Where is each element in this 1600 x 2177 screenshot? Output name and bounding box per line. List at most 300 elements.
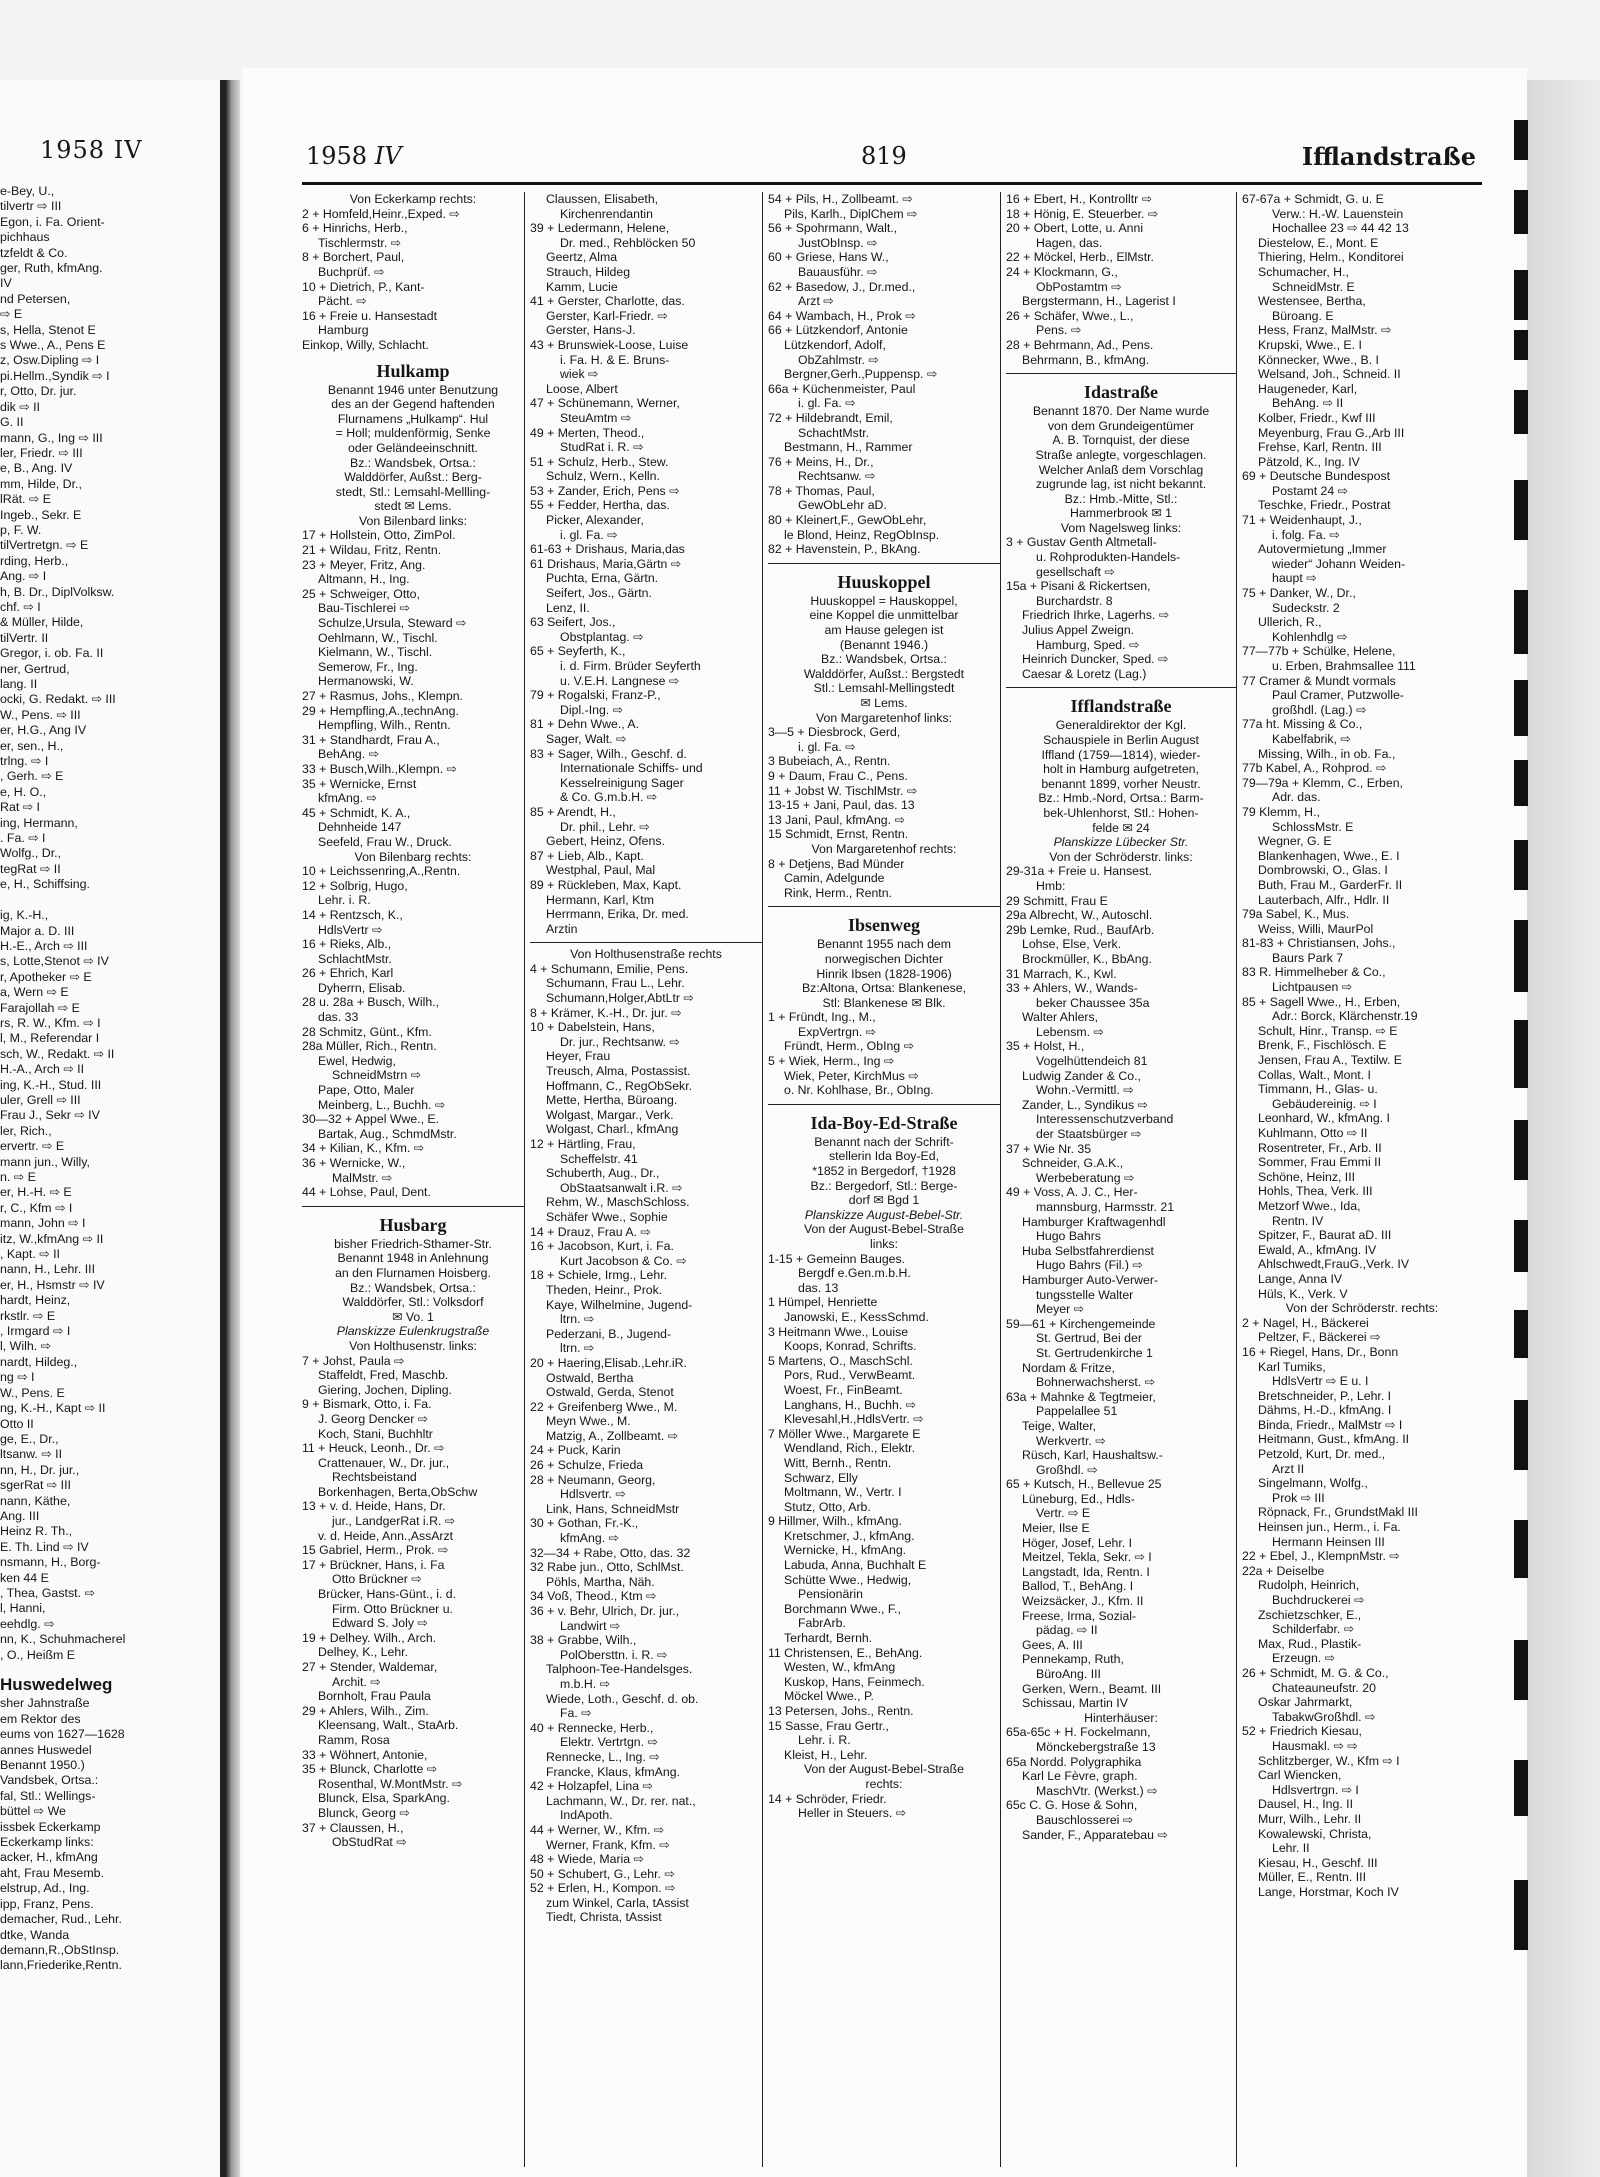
resident-entry: das. 33 [318, 1010, 359, 1025]
left-section-line: lann,Friederike,Rentn. [0, 1958, 122, 1973]
resident-entry: Rudolph, Heinrich, [1258, 1578, 1360, 1593]
address-entry: 36 + v. Behr, Ulrich, Dr. jur., [530, 1604, 680, 1618]
plan-reference: Planskizze August-Bebel-Str. [804, 1207, 964, 1222]
resident-entry: Moltmann, W., Vertr. I [784, 1485, 902, 1500]
resident-entry: Rosenthal, W.MontMstr. ⇨ [318, 1776, 463, 1791]
section-note: bek-Uhlenhorst, Stl.: Hohen- [1043, 805, 1199, 820]
section-note: Von der August-Bebel-Straße [804, 1222, 964, 1237]
address-entry: 14 + Rentzsch, K., [302, 907, 403, 922]
address-entry: 23 + Meyer, Fritz, Ang. [302, 557, 426, 572]
address-entry: 39 + Ledermann, Helene, [530, 221, 670, 236]
resident-entry: Langstadt, Ida, Rentn. I [1022, 1564, 1150, 1579]
entry-continuation: Rechtsanw. ⇨ [798, 469, 876, 484]
section-note: holt in Hamburg aufgetreten, [1043, 762, 1199, 777]
section-note: Von Margaretenhof links: [815, 710, 953, 725]
left-page-line: dik ⇨ II [0, 399, 40, 414]
entry-continuation: der Staatsbürger ⇨ [1036, 1127, 1142, 1142]
address-entry: 7 + Johst, Paula ⇨ [302, 1353, 405, 1368]
resident-entry: Karl Le Fèvre, graph. [1022, 1769, 1138, 1784]
entry-continuation: Otto Brückner ⇨ [332, 1572, 422, 1587]
entry-continuation: ObStaatsanwalt i.R. ⇨ [560, 1180, 683, 1195]
section-note: ✉ Lems. [860, 696, 908, 710]
address-entry: 3 Bubeiach, A., Rentn. [768, 754, 891, 769]
address-entry: 15 Gabriel, Herm., Prok. ⇨ [302, 1543, 449, 1558]
entry-continuation: ltrn. ⇨ [560, 1312, 595, 1327]
resident-entry: Francke, Klaus, kfmAng. [546, 1764, 680, 1779]
left-page-line: p, F. W. [0, 522, 42, 537]
entry-continuation: Burchardstr. 8 [1036, 593, 1113, 608]
address-entry: 12 + Härtling, Frau, [530, 1137, 636, 1151]
address-entry: 89 + Rückleben, Max, Kapt. [530, 877, 682, 892]
entry-continuation: & Co. G.m.b.H. ⇨ [560, 790, 658, 805]
address-entry: 11 + Jobst W. TischlMstr. ⇨ [768, 783, 918, 798]
resident-entry: Missing, Wilh., in ob. Fa., [1258, 746, 1396, 761]
resident-entry: Dehnheide 147 [318, 820, 402, 835]
resident-entry: Westphal, Paul, Mal [546, 863, 656, 878]
entry-continuation: SchneidMstr. E [1272, 279, 1355, 294]
left-page-line: W., Pens. E [0, 1385, 65, 1400]
thumb-index-mark [1514, 680, 1528, 736]
entry-continuation: Wohn.-Vermittl. ⇨ [1036, 1083, 1134, 1098]
entry-continuation: u. V.E.H. Langnese ⇨ [560, 673, 680, 688]
entry-continuation: Sudeckstr. 2 [1272, 600, 1340, 615]
resident-entry: Meyenburg, Frau G.,Arb III [1258, 425, 1405, 440]
address-entry: 27 + Stender, Waldemar, [302, 1660, 438, 1674]
entry-continuation: tungsstelle Walter [1036, 1287, 1134, 1302]
resident-entry: Oskar Jahrmarkt, [1258, 1695, 1353, 1710]
address-entry: 16 + Riegel, Hans, Dr., Bonn [1242, 1344, 1399, 1359]
resident-entry: o. Nr. Kohlhase, Br., ObIng. [784, 1083, 934, 1098]
entry-continuation: BehAng. ⇨ II [1272, 396, 1344, 411]
address-entry: 48 + Wiede, Maria ⇨ [530, 1852, 644, 1867]
address-entry: 5 + Wiek, Herm., Ing ⇨ [768, 1054, 895, 1069]
left-page-line: ing, Hermann, [0, 815, 78, 830]
resident-entry: Lützkendorf, Adolf, [784, 337, 886, 352]
section-divider [1006, 373, 1236, 374]
left-page-line: nann, Käthe, [0, 1493, 71, 1508]
entry-continuation: Lebensm. ⇨ [1036, 1024, 1104, 1039]
entry-continuation: Rentn. IV [1272, 1213, 1324, 1228]
resident-entry: Dombrowski, O., Glas. I [1258, 863, 1388, 878]
resident-entry: Pederzani, B., Jugend- [546, 1326, 672, 1341]
street-heading: Ifflandstraße [1070, 696, 1172, 717]
resident-entry: Hoffmann, C., RegObSekr. [546, 1078, 693, 1093]
resident-entry: Picker, Alexander, [546, 513, 644, 528]
address-entry: 3 Heitmann Wwe., Louise [768, 1324, 909, 1339]
address-entry: 64 + Wambach, H., Prok ⇨ [768, 308, 916, 323]
resident-entry: Pils, Karlh., DiplChem ⇨ [784, 206, 918, 221]
section-note: von dem Grundeigentümer [1047, 418, 1195, 433]
resident-entry: Hamburg [318, 323, 369, 338]
plan-reference: Planskizze Eulenkrugstraße [336, 1324, 490, 1339]
resident-entry: Fründt, Herm., ObIng ⇨ [784, 1039, 914, 1054]
resident-entry: Gerster, Hans-J. [546, 323, 636, 338]
resident-entry: Talphoon-Tee-Handelsges. [546, 1662, 693, 1677]
left-page-line: ⇨ E [0, 307, 23, 322]
address-entry: 49 + Merten, Theod., [530, 425, 645, 440]
left-page-line: , Thea, Gastst. ⇨ [0, 1585, 95, 1600]
entry-continuation: Kohlenhdlg ⇨ [1272, 629, 1348, 644]
entry-continuation: Werkvertr. ⇨ [1036, 1433, 1106, 1448]
address-entry: 54 + Pils, H., Zollbeamt. ⇨ [768, 192, 913, 206]
address-entry: 77b Kabel, A., Rohprod. ⇨ [1242, 761, 1387, 776]
section-note: eine Koppel die unmittelbar [809, 608, 959, 623]
resident-entry: Thiering, Helm., Konditorei [1258, 250, 1404, 265]
address-entry: 22 + Greifenberg Wwe., M. [530, 1399, 678, 1414]
entry-continuation: Pens. ⇨ [1036, 323, 1082, 338]
entry-continuation: Großhdl. ⇨ [1036, 1462, 1098, 1477]
entry-continuation: SteuAmtm ⇨ [560, 410, 632, 425]
section-note: Von der August-Bebel-Straße [804, 1762, 964, 1777]
left-page-line: E. Th. Lind ⇨ IV [0, 1539, 89, 1554]
left-page-line: Ingeb., Sekr. E [0, 507, 82, 522]
address-entry: 44 + Lohse, Paul, Dent. [302, 1185, 431, 1200]
section-note: Bz.: Hmb.-Nord, Ortsa.: Barm- [1038, 791, 1204, 806]
address-entry: 77a ht. Missing & Co., [1242, 717, 1363, 732]
entry-continuation: Chateauneufstr. 20 [1272, 1680, 1376, 1695]
entry-continuation: kfmAng. ⇨ [560, 1531, 619, 1546]
entry-continuation: i. Fa. H. & E. Bruns- [560, 352, 670, 367]
resident-entry: Werner, Frank, Kfm. ⇨ [546, 1837, 670, 1852]
resident-entry: Gerster, Karl-Friedr. ⇨ [546, 308, 668, 323]
resident-entry: Spitzer, F., Baurat aD. III [1258, 1228, 1392, 1243]
left-section-line: büttel ⇨ We [0, 1804, 66, 1819]
entry-continuation: Scheffelstr. 41 [560, 1151, 638, 1166]
resident-entry: Kleensang, Walt., StaArb. [318, 1718, 459, 1733]
left-page-line: Rat ⇨ I [0, 800, 40, 815]
resident-entry: Lehr. i. R. [318, 893, 371, 908]
left-section-line: demacher, Rud., Lehr. [0, 1912, 122, 1927]
left-page-line: lang. II [0, 677, 38, 691]
left-section-line: Benannt 1950.) [0, 1758, 85, 1773]
resident-entry: SchlachtMstr. [318, 951, 392, 966]
resident-entry: Schumann, Frau L., Lehr. [546, 976, 685, 991]
address-entry: 71 + Weidenhaupt, J., [1242, 513, 1362, 528]
left-page-line: ken 44 E [0, 1570, 49, 1585]
address-entry: 76 + Meins, H., Dr., [768, 454, 874, 469]
resident-entry: Collas, Walt., Mont. I [1258, 1067, 1371, 1082]
left-page-line: tilVertretgn. ⇨ E [0, 538, 89, 553]
left-page-line: eehdlg. ⇨ [0, 1616, 55, 1631]
resident-entry: Jensen, Frau A., Textilw. E [1258, 1053, 1402, 1068]
left-facing-page [0, 80, 226, 2177]
address-entry: 45 + Schmidt, K. A., [302, 805, 411, 820]
resident-entry: Delhey, K., Lehr. [318, 1645, 408, 1660]
address-entry: 22 + Möckel, Herb., ElMstr. [1006, 250, 1154, 265]
resident-entry: Camin, Adelgunde [784, 871, 885, 886]
resident-entry: Borkenhagen, Berta,ObSchw [318, 1484, 478, 1499]
entry-continuation: Hochallee 23 ⇨ 44 42 13 [1272, 221, 1409, 236]
resident-entry: Schütte Wwe., Hedwig, [784, 1572, 912, 1587]
section-note: Bz.: Bergedorf, Stl.: Berge- [810, 1178, 958, 1193]
entry-continuation: Dipl.-Ing. ⇨ [560, 702, 623, 717]
entry-continuation: Paul Cramer, Putzwolle- [1272, 688, 1404, 703]
entry-continuation: beker Chaussee 35a [1036, 995, 1150, 1010]
address-entry: 32—34 + Rabe, Otto, das. 32 [530, 1545, 691, 1560]
left-page-line: mann jun., Willy, [0, 1154, 90, 1169]
section-note: zugrunde lag, ist nicht bekannt. [1035, 477, 1207, 492]
address-entry: 62 + Basedow, J., Dr.med., [768, 279, 916, 294]
left-section-line: Vandsbek, Ortsa.: [0, 1773, 99, 1788]
resident-entry: Buth, Frau M., GarderFr. II [1258, 877, 1403, 892]
section-note: Vom Nagelsweg links: [1060, 520, 1182, 535]
section-note: Benannt nach der Schrift- [814, 1134, 954, 1149]
resident-entry: Weiss, Willi, MaurPol [1258, 921, 1374, 936]
left-page-line: tegRat ⇨ II [0, 861, 61, 876]
address-entry: 43 + Brunswiek-Loose, Luise [530, 337, 689, 352]
resident-entry: Weizsäcker, J., Kfm. II [1022, 1594, 1144, 1609]
resident-entry: Walter Ahlers, [1022, 1010, 1099, 1025]
thumb-index-mark [1514, 1880, 1528, 1950]
address-entry: 75 + Danker, W., Dr., [1242, 586, 1356, 601]
section-note: dorf ✉ Bgd 1 [848, 1193, 920, 1208]
section-note: rechts: [865, 1776, 903, 1791]
resident-entry: Hohls, Thea, Verk. III [1258, 1184, 1373, 1199]
thumb-index-mark [1514, 760, 1528, 806]
entry-continuation: Heller in Steuers. ⇨ [798, 1806, 907, 1821]
address-entry: 55 + Fedder, Hertha, das. [530, 498, 670, 513]
entry-continuation: Bauschlosserei ⇨ [1036, 1812, 1134, 1827]
resident-entry: Matzig, A., Zollbeamt. ⇨ [546, 1428, 678, 1443]
address-entry: 82 + Havenstein, P., BkAng. [768, 542, 921, 557]
section-note: Benannt 1948 in Anlehnung [337, 1251, 489, 1266]
resident-entry: Bergner,Gerh.,Puppensp. ⇨ [784, 367, 938, 382]
section-note: Huuskoppel = Hauskoppel, [810, 593, 958, 608]
resident-entry: Labuda, Anna, Buchhalt E [784, 1558, 927, 1573]
address-entry: 28 + Neumann, Georg, [530, 1472, 656, 1487]
left-page-line: itz, W.,kfmAng ⇨ II [0, 1231, 104, 1246]
left-page-line: , Irmgard ⇨ I [0, 1324, 71, 1339]
resident-entry: Höger, Josef, Lehr. I [1022, 1535, 1133, 1550]
entry-continuation: Dr. med., Rehblöcken 50 [560, 235, 696, 250]
entry-continuation: MalMstr. ⇨ [332, 1170, 393, 1185]
resident-entry: Leonhard, W., kfmAng. I [1258, 1111, 1390, 1126]
left-page-line: er, H.G., Ang IV [0, 723, 87, 738]
address-entry: 20 + Obert, Lotte, u. Anni [1006, 221, 1144, 236]
left-page-line: r, Otto, Dr. jur. [0, 384, 77, 399]
entry-continuation: SchneidMstrn ⇨ [332, 1068, 421, 1083]
address-entry: 29 + Ahlers, Wilh., Zim. [302, 1703, 429, 1718]
thumb-index-mark [1514, 270, 1528, 320]
left-page-line: mann, John ⇨ I [0, 1216, 86, 1231]
address-entry: 24 + Puck, Karin [530, 1443, 621, 1458]
section-note: Bz:Altona, Ortsa: Blankenese, [801, 981, 967, 996]
address-entry: 31 Marrach, K., Kwl. [1006, 966, 1117, 981]
resident-entry: Meinberg, L., Buchh. ⇨ [318, 1097, 446, 1112]
resident-entry: Schlitzberger, W., Kfm ⇨ I [1258, 1753, 1400, 1768]
resident-entry: Schissau, Martin IV [1022, 1696, 1128, 1711]
left-page-line: Otto II [0, 1416, 34, 1431]
resident-entry: Sommer, Frau Emmi II [1258, 1155, 1381, 1170]
address-entry: 2 + Nagel, H., Bäckerei [1242, 1315, 1369, 1330]
left-section-line: em Rektor des [0, 1711, 81, 1726]
left-page-line: , Gerh. ⇨ E [0, 769, 64, 784]
resident-entry: Heinrich Duncker, Sped. ⇨ [1022, 652, 1169, 667]
resident-entry: Puchta, Erna, Gärtn. [546, 571, 659, 586]
address-entry: 33 + Busch,Wilh.,Klempn. ⇨ [302, 761, 457, 776]
section-note: Generaldirektor der Kgl. [1055, 718, 1187, 733]
left-page-line: ltsanw. ⇨ II [0, 1447, 63, 1462]
resident-entry: Gees, A. III [1022, 1637, 1083, 1652]
resident-entry: Kielmann, W., Tischl. [318, 645, 433, 660]
section-note: Flurnamens „Hulkamp“. Hul [337, 411, 489, 426]
section-note: Bz.: Wandsbek, Ortsa.: [350, 1280, 476, 1295]
entry-continuation: HdlsVertr ⇨ E u. I [1272, 1374, 1369, 1389]
address-entry: 61-63 + Drishaus, Maria,das [530, 542, 685, 557]
section-divider [530, 942, 762, 943]
left-page-line: Gregor, i. ob. Fa. II [0, 646, 104, 661]
left-page-line: l, Wilh. ⇨ [0, 1339, 51, 1354]
left-page-line: nann, H., Lehr. III [0, 1262, 96, 1277]
left-page-line: Egon, i. Fa. Orient- [0, 214, 105, 229]
left-page-line: ig, K.-H., [0, 908, 49, 923]
left-section-line: sher Jahnstraße [0, 1696, 90, 1711]
left-page-line: e, H. O., [0, 784, 47, 799]
directory-columns [302, 192, 1482, 2172]
section-divider [1006, 687, 1236, 688]
left-page-line: ge, E., Dr., [0, 1431, 59, 1446]
address-entry: 13 Petersen, Johs., Rentn. [768, 1704, 914, 1718]
left-page-line: ler, Friedr. ⇨ III [0, 445, 83, 460]
resident-entry: Murr, Wilh., Lehr. II [1258, 1811, 1362, 1826]
section-note: Von Bilenbard links: [358, 513, 467, 528]
resident-entry: kfmAng. ⇨ [318, 791, 377, 806]
resident-entry: Wernicke, H., kfmAng. [784, 1543, 907, 1558]
right-page-edge [1527, 80, 1600, 2177]
resident-entry: Pächt. ⇨ [318, 294, 367, 309]
address-entry: 66 + Lützkendorf, Antonie [768, 323, 908, 338]
address-entry: 8 + Detjens, Bad Münder [768, 856, 905, 871]
section-note: A. B. Tornquist, der diese [1052, 433, 1190, 448]
address-entry: 3 + Gustav Genth Altmetall- [1006, 535, 1157, 550]
resident-entry: Singelmann, Wolfg., [1258, 1476, 1368, 1491]
resident-entry: Rehm, W., MaschSchloss. [546, 1195, 690, 1210]
resident-entry: le Blond, Heinz, RegObInsp. [784, 527, 940, 542]
resident-entry: Hamburger Kraftwagenhdl [1022, 1214, 1166, 1229]
entry-continuation: i. gl. Fa. ⇨ [798, 396, 856, 411]
street-heading: Hulkamp [376, 360, 450, 381]
section-note: stedt ✉ Lems. [374, 499, 452, 514]
resident-entry: Seefeld, Frau W., Druck. [318, 834, 452, 849]
resident-entry: Meitzel, Tekla, Sekr. ⇨ I [1022, 1550, 1152, 1565]
thumb-index-mark [1514, 1640, 1528, 1700]
left-page-line: sch, W., Redakt. ⇨ II [0, 1046, 115, 1061]
entry-continuation: das. 13 [798, 1280, 839, 1295]
address-entry: 5 Martens, O., MaschSchl. [768, 1353, 913, 1368]
left-page-line: a, Wern ⇨ E [0, 985, 69, 1000]
entry-continuation: i. gl. Fa. ⇨ [798, 739, 856, 754]
address-entry: 66a + Küchenmeister, Paul [768, 381, 916, 396]
section-divider [302, 1206, 524, 1207]
directory-page [242, 68, 1527, 2177]
address-entry: 38 + Grabbe, Wilh., [530, 1633, 637, 1648]
address-entry: 29b Lemke, Rud., BaufArb. [1006, 922, 1155, 937]
resident-entry: Lauterbach, Alfr., Hdlr. II [1258, 892, 1390, 907]
entry-continuation: i. folg. Fa. ⇨ [1272, 527, 1340, 542]
entry-continuation: mannsburg, Harmsstr. 21 [1036, 1200, 1175, 1214]
street-heading: Huuskoppel [837, 571, 931, 592]
resident-entry: Rennecke, L., Ing. ⇨ [546, 1749, 660, 1764]
entry-continuation: Obstplantag. ⇨ [560, 629, 644, 644]
left-page-line: Farajollah ⇨ E [0, 1000, 80, 1015]
address-entry: 1-15 + Gemeinn Bauges. [768, 1251, 906, 1266]
resident-entry: Crattenauer, W., Dr. jur., [318, 1455, 450, 1470]
resident-entry: Rink, Herm., Rentn. [784, 885, 892, 900]
address-entry: 42 + Holzapfel, Lina ⇨ [530, 1779, 653, 1794]
section-note: oder Geländeeinschnitt. [348, 440, 478, 455]
resident-entry: Blunck, Georg ⇨ [318, 1805, 410, 1820]
resident-entry: BehAng. ⇨ [318, 747, 379, 762]
left-page-line: ing, K.-H., Stud. III [0, 1077, 102, 1092]
resident-entry: Heinsen jun., Herm., i. Fa. [1258, 1520, 1401, 1535]
resident-entry: Timmann, H., Glas- u. [1258, 1082, 1378, 1097]
left-page-line: hardt, Heinz, [0, 1293, 71, 1308]
resident-entry: Lachmann, W., Dr. rer. nat., [546, 1793, 696, 1808]
address-entry: 87 + Lieb, Alb., Kapt. [530, 848, 644, 863]
left-section-line: elstrup, Ad., Ing. [0, 1881, 90, 1896]
entry-continuation: gesellschaft ⇨ [1036, 564, 1115, 579]
resident-entry: Semerow, Fr., Ing. [318, 659, 418, 674]
section-note: Benannt 1946 unter Benutzung [327, 382, 499, 397]
resident-entry: Ludwig Zander & Co., [1022, 1068, 1141, 1083]
left-section-line: acker, H., kfmAng [0, 1850, 98, 1865]
resident-entry: Klevesahl,H.,HdlsVertr. ⇨ [784, 1412, 924, 1427]
left-page-line: s, Hella, Stenot E [0, 322, 96, 337]
entry-continuation: i. gl. Fa. ⇨ [560, 527, 618, 542]
left-page-line: rding, Herb., [0, 553, 69, 568]
entry-continuation: Edward S. Joly ⇨ [332, 1616, 428, 1631]
left-section-line: aht, Frau Mesemb. [0, 1865, 104, 1880]
address-entry: 6 + Hinrichs, Herb., [302, 221, 408, 236]
thumb-index-mark [1514, 1760, 1528, 1816]
left-page-line: tilVertr. II [0, 630, 49, 645]
left-page-line: tilvertr ⇨ III [0, 199, 62, 214]
left-page-line: nn, K., Schuhmacherel [0, 1632, 126, 1647]
resident-entry: Ahlschwedt,FrauG.,Verk. IV [1258, 1257, 1410, 1272]
address-entry: 25 + Schweiger, Otto, [302, 586, 420, 601]
section-note: Von Eckerkamp rechts: [349, 192, 477, 206]
resident-entry: Kowalewski, Christa, [1258, 1826, 1372, 1841]
entry-continuation: Rechtsbeistand [332, 1470, 417, 1485]
resident-entry: Langhans, H., Buchh. ⇨ [784, 1397, 916, 1412]
address-entry: 7 Möller Wwe., Margarete E [768, 1426, 921, 1441]
address-entry: 69 + Deutsche Bundespost [1242, 469, 1391, 484]
address-entry: 35 + Blunck, Charlotte ⇨ [302, 1762, 438, 1777]
thumb-index-mark [1514, 1220, 1528, 1272]
resident-entry: Könnecker, Wwe., B. I [1258, 352, 1379, 367]
resident-entry: Westen, W., kfmAng [784, 1660, 896, 1675]
resident-entry: Diestelow, E., Mont. E [1258, 235, 1379, 250]
resident-entry: Koops, Konrad, Schrifts. [784, 1339, 917, 1354]
address-entry: 32 Rabe jun., Otto, SchlMst. [530, 1560, 684, 1575]
resident-entry: Heyer, Frau [546, 1049, 611, 1064]
left-page-line: & Müller, Hilde, [0, 615, 84, 630]
address-entry: 29 + Hempfling,A.,technAng. [302, 703, 459, 718]
resident-entry: Ramm, Rosa [318, 1732, 390, 1747]
entry-continuation: Hdlsvertr. ⇨ [560, 1487, 626, 1502]
left-section-line: Eckerkamp links: [0, 1835, 94, 1850]
resident-entry: Pöhls, Martha, Näh. [546, 1574, 655, 1589]
resident-entry: Hermann, Karl, Ktm [546, 892, 654, 907]
entry-continuation: Bergdf e.Gen.m.b.H. [798, 1266, 911, 1281]
left-page-line: nardt, Hildeg., [0, 1354, 78, 1369]
resident-entry: Tischlermstr. ⇨ [318, 235, 401, 250]
resident-entry: Lange, Horstmar, Koch IV [1258, 1884, 1399, 1899]
resident-entry: Möckel Wwe., P. [784, 1689, 874, 1704]
section-note: Hinterhäuser: [1084, 1710, 1158, 1725]
left-page-line: ner, Gertrud, [0, 661, 70, 676]
entry-continuation: Arzt II [1272, 1461, 1305, 1476]
